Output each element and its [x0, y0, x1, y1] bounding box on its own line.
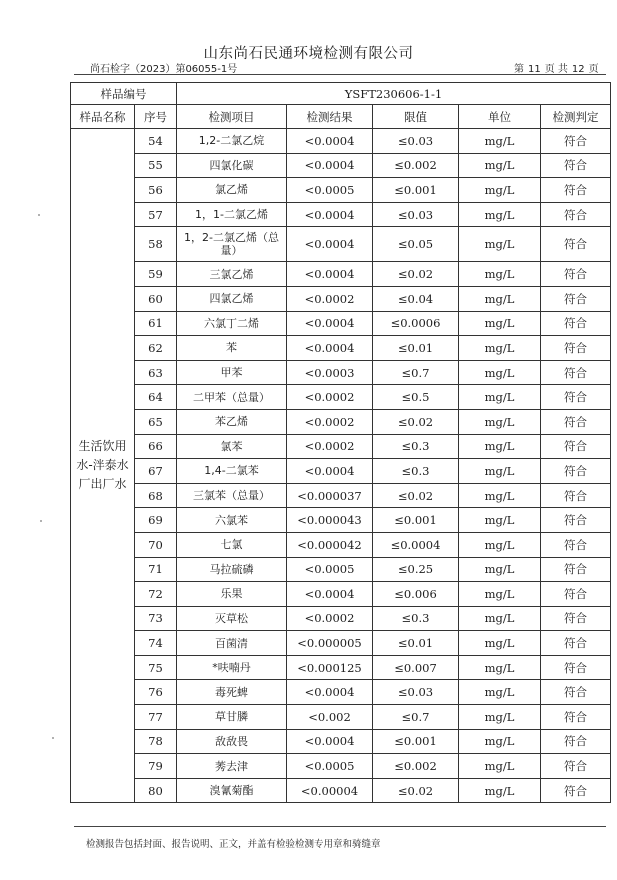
- test-item-cell: 乐果: [177, 582, 287, 607]
- table-row: [71, 227, 611, 262]
- result-cell: <0.000005: [287, 631, 373, 656]
- table-row: [71, 778, 611, 803]
- unit-cell: mg/L: [459, 483, 541, 508]
- table-row: [71, 705, 611, 730]
- unit-cell: mg/L: [459, 680, 541, 705]
- limit-cell: ≤0.02: [373, 778, 459, 803]
- judgement-cell: 符合: [541, 532, 611, 557]
- table-row: [71, 409, 611, 434]
- limit-cell: ≤0.01: [373, 336, 459, 361]
- table-row: [71, 129, 611, 154]
- row-number-cell: 75: [135, 655, 177, 680]
- unit-cell: mg/L: [459, 606, 541, 631]
- judgement-cell: 符合: [541, 409, 611, 434]
- row-number-cell: 71: [135, 557, 177, 582]
- footer-note: 检测报告包括封面、报告说明、正文，并盖有检验检测专用章和骑缝章: [86, 839, 381, 850]
- test-item-cell: 毒死蜱: [177, 680, 287, 705]
- judgement-cell: 符合: [541, 778, 611, 803]
- sample-number-value: YSFT230606-1-1: [177, 83, 611, 105]
- judgement-cell: 符合: [541, 582, 611, 607]
- page-indicator: [512, 60, 601, 75]
- test-item-cell: 1，1-二氯乙烯: [177, 202, 287, 227]
- limit-cell: ≤0.02: [373, 483, 459, 508]
- judgement-cell: 符合: [541, 754, 611, 779]
- row-number-cell: 76: [135, 680, 177, 705]
- unit-cell: mg/L: [459, 631, 541, 656]
- unit-cell: mg/L: [459, 178, 541, 203]
- unit-cell: mg/L: [459, 778, 541, 803]
- unit-cell: mg/L: [459, 311, 541, 336]
- judgement-cell: 符合: [541, 227, 611, 262]
- test-item-cell: *呋喃丹: [177, 655, 287, 680]
- judgement-cell: 符合: [541, 606, 611, 631]
- unit-cell: mg/L: [459, 153, 541, 178]
- row-number-cell: 77: [135, 705, 177, 730]
- test-item-cell: 1,4-二氯苯: [177, 459, 287, 484]
- judgement-cell: 符合: [541, 202, 611, 227]
- judgement-cell: 符合: [541, 286, 611, 311]
- unit-cell: mg/L: [459, 360, 541, 385]
- table-row: [71, 459, 611, 484]
- limit-cell: ≤0.03: [373, 680, 459, 705]
- unit-cell: mg/L: [459, 227, 541, 262]
- row-number-cell: 80: [135, 778, 177, 803]
- unit-cell: mg/L: [459, 286, 541, 311]
- test-item-cell: 莠去津: [177, 754, 287, 779]
- table-row: [71, 360, 611, 385]
- judgement-cell: 符合: [541, 153, 611, 178]
- unit-cell: mg/L: [459, 655, 541, 680]
- test-item-cell: 三氯乙烯: [177, 262, 287, 287]
- page-total: 12: [571, 64, 585, 75]
- table-row: [71, 178, 611, 203]
- column-header-row: [71, 105, 611, 129]
- table-row: [71, 631, 611, 656]
- unit-cell: mg/L: [459, 434, 541, 459]
- unit-cell: mg/L: [459, 262, 541, 287]
- result-cell: <0.0004: [287, 336, 373, 361]
- limit-cell: ≤0.3: [373, 434, 459, 459]
- test-item-cell: 六氯苯: [177, 508, 287, 533]
- limit-cell: ≤0.006: [373, 582, 459, 607]
- limit-cell: ≤0.0004: [373, 532, 459, 557]
- judgement-cell: 符合: [541, 385, 611, 410]
- result-cell: <0.0004: [287, 202, 373, 227]
- limit-cell: ≤0.5: [373, 385, 459, 410]
- result-cell: <0.0004: [287, 311, 373, 336]
- row-number-cell: 78: [135, 729, 177, 754]
- table-row: [71, 508, 611, 533]
- row-number-cell: 55: [135, 153, 177, 178]
- test-item-cell: 苯乙烯: [177, 409, 287, 434]
- judgement-cell: 符合: [541, 178, 611, 203]
- limit-cell: ≤0.002: [373, 153, 459, 178]
- table-row: [71, 286, 611, 311]
- judgement-cell: 符合: [541, 631, 611, 656]
- test-item-cell: 草甘膦: [177, 705, 287, 730]
- result-cell: <0.000125: [287, 655, 373, 680]
- test-item-cell: 四氯乙烯: [177, 286, 287, 311]
- table-row: [71, 606, 611, 631]
- unit-cell: mg/L: [459, 336, 541, 361]
- result-cell: <0.0004: [287, 129, 373, 154]
- col-header-limit: 限值: [373, 105, 459, 129]
- result-cell: <0.0004: [287, 459, 373, 484]
- unit-cell: mg/L: [459, 409, 541, 434]
- unit-cell: mg/L: [459, 729, 541, 754]
- unit-cell: mg/L: [459, 754, 541, 779]
- row-number-cell: 79: [135, 754, 177, 779]
- test-item-cell: 六氯丁二烯: [177, 311, 287, 336]
- header-divider: [74, 74, 606, 75]
- page-suffix: 页: [588, 64, 599, 75]
- test-item-cell: 七氯: [177, 532, 287, 557]
- page-mid: 页 共: [544, 64, 568, 75]
- result-cell: <0.0002: [287, 434, 373, 459]
- scan-speck: [38, 214, 40, 216]
- table-row: [71, 532, 611, 557]
- limit-cell: ≤0.03: [373, 202, 459, 227]
- result-cell: <0.0005: [287, 178, 373, 203]
- test-item-cell: 二甲苯（总量）: [177, 385, 287, 410]
- table-row: [71, 434, 611, 459]
- limit-cell: ≤0.04: [373, 286, 459, 311]
- limit-cell: ≤0.007: [373, 655, 459, 680]
- row-number-cell: 72: [135, 582, 177, 607]
- result-cell: <0.0004: [287, 262, 373, 287]
- col-header-unit: 单位: [459, 105, 541, 129]
- judgement-cell: 符合: [541, 262, 611, 287]
- result-cell: <0.0003: [287, 360, 373, 385]
- result-cell: <0.0002: [287, 409, 373, 434]
- table-row: [71, 557, 611, 582]
- unit-cell: mg/L: [459, 385, 541, 410]
- result-cell: <0.0002: [287, 606, 373, 631]
- scan-speck: [52, 737, 54, 739]
- result-cell: <0.0004: [287, 153, 373, 178]
- result-cell: <0.0002: [287, 385, 373, 410]
- test-item-cell: 百菌清: [177, 631, 287, 656]
- unit-cell: mg/L: [459, 557, 541, 582]
- row-number-cell: 65: [135, 409, 177, 434]
- test-item-cell: 马拉硫磷: [177, 557, 287, 582]
- test-item-cell: 氯苯: [177, 434, 287, 459]
- table-row: [71, 582, 611, 607]
- judgement-cell: 符合: [541, 655, 611, 680]
- limit-cell: ≤0.02: [373, 409, 459, 434]
- limit-cell: ≤0.001: [373, 508, 459, 533]
- test-item-cell: 1,2-二氯乙烷: [177, 129, 287, 154]
- limit-cell: ≤0.3: [373, 606, 459, 631]
- judgement-cell: 符合: [541, 483, 611, 508]
- table-row: [71, 153, 611, 178]
- judgement-cell: 符合: [541, 336, 611, 361]
- judgement-cell: 符合: [541, 705, 611, 730]
- row-number-cell: 69: [135, 508, 177, 533]
- table-row: [71, 680, 611, 705]
- col-header-item: 检测项目: [177, 105, 287, 129]
- row-number-cell: 56: [135, 178, 177, 203]
- limit-cell: ≤0.7: [373, 360, 459, 385]
- limit-cell: ≤0.03: [373, 129, 459, 154]
- col-header-judgement: 检测判定: [541, 105, 611, 129]
- limit-cell: ≤0.25: [373, 557, 459, 582]
- test-item-cell: 苯: [177, 336, 287, 361]
- page-current: 11: [528, 64, 541, 75]
- table-row: [71, 483, 611, 508]
- test-item-cell: 1，2-二氯乙烯（总量）: [177, 227, 287, 262]
- result-cell: <0.000043: [287, 508, 373, 533]
- test-item-cell: 三氯苯（总量）: [177, 483, 287, 508]
- limit-cell: ≤0.05: [373, 227, 459, 262]
- col-header-sample-name: 样品名称: [71, 105, 135, 129]
- col-header-no: 序号: [135, 105, 177, 129]
- test-item-cell: 氯乙烯: [177, 178, 287, 203]
- table-row: [71, 655, 611, 680]
- result-cell: <0.0005: [287, 557, 373, 582]
- unit-cell: mg/L: [459, 459, 541, 484]
- limit-cell: ≤0.3: [373, 459, 459, 484]
- row-number-cell: 74: [135, 631, 177, 656]
- page-prefix: 第: [514, 64, 524, 75]
- table-row: [71, 202, 611, 227]
- limit-cell: ≤0.0006: [373, 311, 459, 336]
- limit-cell: ≤0.01: [373, 631, 459, 656]
- test-item-cell: 灭草松: [177, 606, 287, 631]
- row-number-cell: 57: [135, 202, 177, 227]
- row-number-cell: 66: [135, 434, 177, 459]
- limit-cell: ≤0.02: [373, 262, 459, 287]
- limit-cell: ≤0.7: [373, 705, 459, 730]
- unit-cell: mg/L: [459, 582, 541, 607]
- test-item-cell: 四氯化碳: [177, 153, 287, 178]
- results-table: [70, 82, 611, 803]
- company-title: 山东尚石民通环境检测有限公司: [203, 46, 414, 62]
- test-item-cell: 敌敌畏: [177, 729, 287, 754]
- scan-speck: [40, 520, 42, 522]
- judgement-cell: 符合: [541, 729, 611, 754]
- table-row: [71, 385, 611, 410]
- row-number-cell: 58: [135, 227, 177, 262]
- row-number-cell: 67: [135, 459, 177, 484]
- result-cell: <0.002: [287, 705, 373, 730]
- row-number-cell: 61: [135, 311, 177, 336]
- result-cell: <0.0004: [287, 729, 373, 754]
- result-cell: <0.000037: [287, 483, 373, 508]
- judgement-cell: 符合: [541, 360, 611, 385]
- judgement-cell: 符合: [541, 434, 611, 459]
- judgement-cell: 符合: [541, 311, 611, 336]
- row-number-cell: 62: [135, 336, 177, 361]
- row-number-cell: 59: [135, 262, 177, 287]
- table-row: [71, 336, 611, 361]
- row-number-cell: 60: [135, 286, 177, 311]
- test-item-cell: 溴氰菊酯: [177, 778, 287, 803]
- col-header-result: 检测结果: [287, 105, 373, 129]
- row-number-cell: 54: [135, 129, 177, 154]
- limit-cell: ≤0.001: [373, 178, 459, 203]
- test-item-cell: 甲苯: [177, 360, 287, 385]
- report-number: 尚石检字（2023）第06055-1号: [90, 64, 238, 75]
- result-cell: <0.000042: [287, 532, 373, 557]
- judgement-cell: 符合: [541, 680, 611, 705]
- row-number-cell: 73: [135, 606, 177, 631]
- table-row: [71, 729, 611, 754]
- result-cell: <0.0004: [287, 680, 373, 705]
- table-row: [71, 754, 611, 779]
- unit-cell: mg/L: [459, 508, 541, 533]
- limit-cell: ≤0.001: [373, 729, 459, 754]
- row-number-cell: 63: [135, 360, 177, 385]
- row-number-cell: 70: [135, 532, 177, 557]
- result-cell: <0.0002: [287, 286, 373, 311]
- unit-cell: mg/L: [459, 202, 541, 227]
- result-cell: <0.00004: [287, 778, 373, 803]
- result-cell: <0.0005: [287, 754, 373, 779]
- sample-number-row: [71, 83, 611, 105]
- footer-divider: [74, 826, 606, 827]
- judgement-cell: 符合: [541, 508, 611, 533]
- row-number-cell: 68: [135, 483, 177, 508]
- limit-cell: ≤0.002: [373, 754, 459, 779]
- judgement-cell: 符合: [541, 129, 611, 154]
- sample-name-cell: 生活饮用水-泮泰水厂出厂水: [71, 129, 135, 803]
- row-number-cell: 64: [135, 385, 177, 410]
- sample-number-label: 样品编号: [71, 83, 177, 105]
- table-row: [71, 262, 611, 287]
- result-cell: <0.0004: [287, 227, 373, 262]
- judgement-cell: 符合: [541, 557, 611, 582]
- result-cell: <0.0004: [287, 582, 373, 607]
- unit-cell: mg/L: [459, 129, 541, 154]
- judgement-cell: 符合: [541, 459, 611, 484]
- table-row: [71, 311, 611, 336]
- unit-cell: mg/L: [459, 705, 541, 730]
- unit-cell: mg/L: [459, 532, 541, 557]
